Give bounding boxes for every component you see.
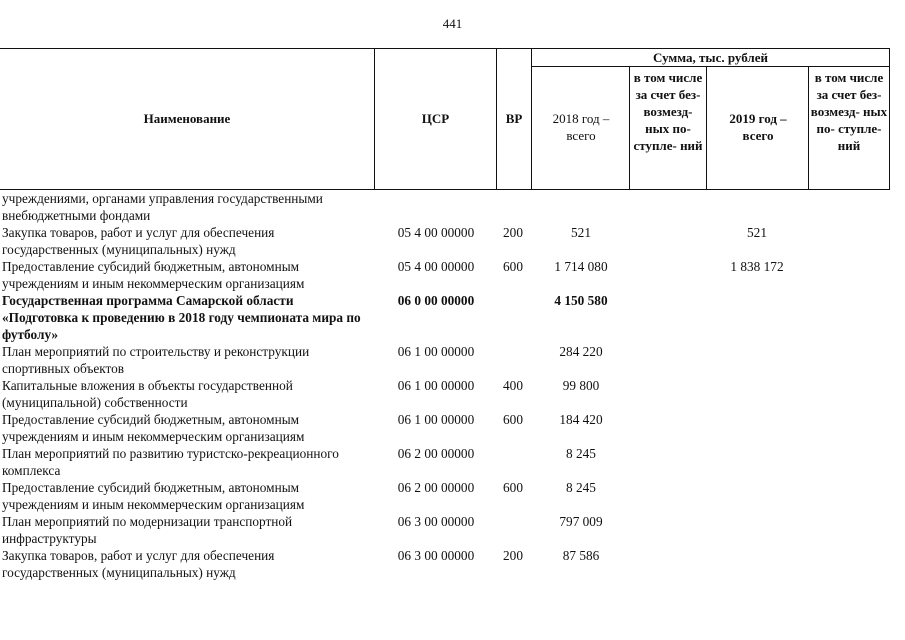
row-sum-2018: 797 009 (559, 514, 603, 529)
row-name: Государственная программа Самарской области «Подготовка к проведению в 2018 году чемпионата мира по футболу» (2, 293, 361, 342)
table-row (0, 190, 905, 224)
header-name: Наименование (143, 111, 231, 126)
row-sum-2018: 87 586 (562, 548, 600, 563)
table-row (0, 445, 905, 479)
row-name: Закупка товаров, работ и услуг для обеспечения государственных (муниципальных) нужд (2, 225, 275, 257)
row-name: Предоставление субсидий бюджетным, автономным учреждениям и иным некоммерческим организациям (2, 412, 305, 444)
row-csr: 05 4 00 00000 (397, 225, 475, 240)
row-vr: 600 (503, 480, 523, 495)
page-number: 441 (442, 16, 463, 31)
table-row (0, 224, 905, 258)
table-row (0, 479, 905, 513)
header-sum: Сумма, тыс. рублей (653, 50, 768, 65)
row-name: Предоставление субсидий бюджетным, автономным учреждениям и иным некоммерческим организациям (2, 480, 305, 512)
row-name: План мероприятий по модернизации транспортной инфраструктуры (2, 514, 293, 546)
header-2019-free: в том числе за счет без- возмезд- ных по- ступле- ний (810, 70, 888, 153)
table-header (0, 48, 890, 190)
row-name: План мероприятий по развитию туристско-рекреационного комплекса (2, 446, 339, 478)
header-vr: ВР (505, 111, 523, 126)
row-sum-2018: 1 714 080 (554, 259, 608, 274)
sum-subheader-border (532, 66, 890, 67)
row-sum-2018: 4 150 580 (554, 293, 608, 308)
col-border (531, 48, 532, 190)
row-vr: 600 (503, 412, 523, 427)
row-name: Предоставление субсидий бюджетным, автономным учреждениям и иным некоммерческим организациям (2, 259, 305, 291)
row-csr: 06 3 00 00000 (397, 514, 475, 529)
row-name: учреждениями, органами управления государственными внебюджетными фондами (2, 191, 323, 223)
row-csr: 06 2 00 00000 (397, 480, 475, 495)
row-sum-2019: 1 838 172 (730, 259, 784, 274)
row-name: План мероприятий по строительству и реконструкции спортивных объектов (2, 344, 310, 376)
row-vr: 400 (503, 378, 523, 393)
header-csr: ЦСР (421, 111, 450, 126)
row-vr: 200 (503, 548, 523, 563)
row-vr: 600 (503, 259, 523, 274)
row-sum-2019: 521 (747, 225, 767, 240)
table-row (0, 343, 905, 377)
row-csr: 06 1 00 00000 (397, 344, 475, 359)
row-sum-2018: 521 (571, 225, 591, 240)
row-sum-2018: 284 220 (559, 344, 603, 359)
row-csr: 06 2 00 00000 (397, 446, 475, 461)
row-sum-2018: 184 420 (559, 412, 603, 427)
col-border (629, 66, 630, 190)
row-sum-2018: 99 800 (562, 378, 600, 393)
table-body (0, 190, 905, 581)
table-row (0, 258, 905, 292)
row-sum-2018: 8 245 (566, 446, 596, 461)
row-name: Капитальные вложения в объекты государственной (муниципальной) собственности (2, 378, 293, 410)
table-row (0, 547, 905, 581)
header-2018-total: 2018 год – всего (552, 111, 610, 143)
table-row (0, 513, 905, 547)
table-row (0, 292, 905, 343)
row-csr: 05 4 00 00000 (397, 259, 475, 274)
col-border (889, 48, 890, 190)
col-border (706, 66, 707, 190)
row-vr: 200 (503, 225, 523, 240)
row-name: Закупка товаров, работ и услуг для обеспечения государственных (муниципальных) нужд (2, 548, 275, 580)
row-csr: 06 0 00 00000 (397, 293, 475, 308)
col-border (808, 66, 809, 190)
row-sum-2018: 8 245 (566, 480, 596, 495)
table-row (0, 411, 905, 445)
row-csr: 06 1 00 00000 (397, 412, 475, 427)
table-row (0, 377, 905, 411)
row-csr: 06 1 00 00000 (397, 378, 475, 393)
header-2018-free: в том числе за счет без- возмезд- ных по- ступле- ний (633, 70, 703, 153)
row-csr: 06 3 00 00000 (397, 548, 475, 563)
header-2019-total: 2019 год – всего (729, 111, 787, 143)
